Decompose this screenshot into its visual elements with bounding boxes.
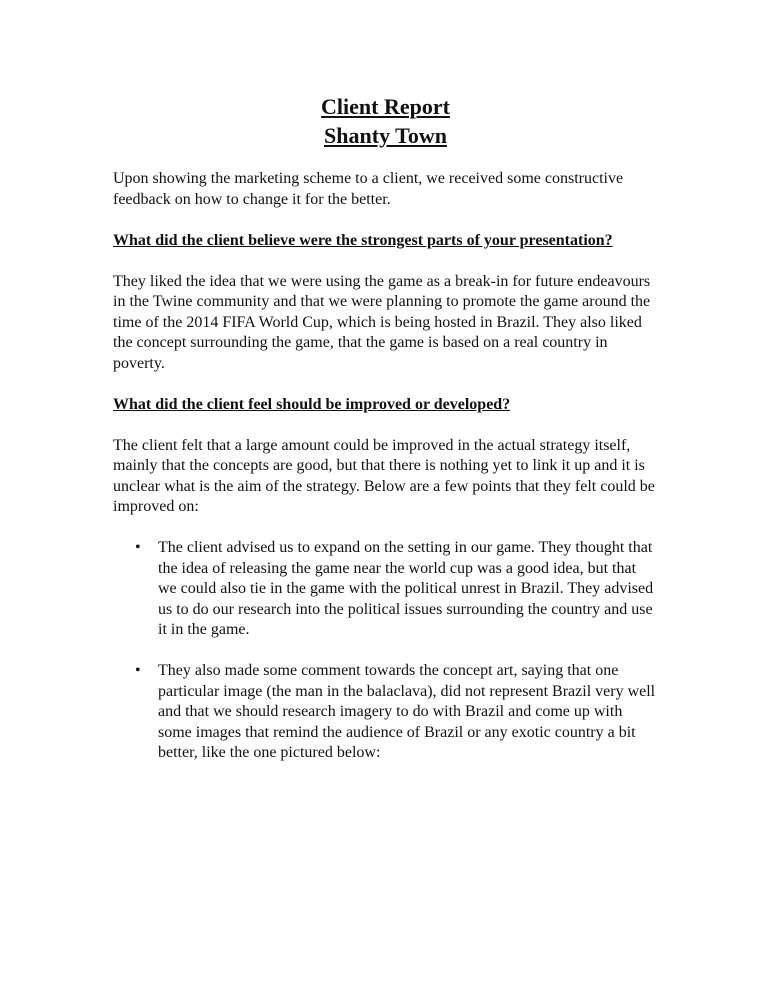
- list-item: [113, 538, 658, 641]
- document-page: [113, 92, 658, 784]
- bullet-icon: •: [135, 539, 141, 556]
- list-item: [113, 661, 658, 764]
- question-strengths-heading: What did the client believe were the strongest parts of your presentation?: [113, 231, 613, 249]
- improvement-points-list: [113, 538, 658, 764]
- point-text: The client advised us to expand on the setting in our game. They thought that the idea of releasing the game near the world cup was a good idea, but that we could also tie in the game with the political unrest in Brazil. They advised us to do our research into the political issues surrounding the country and use it in the game.: [158, 539, 654, 638]
- question-improvements-heading: What did the client feel should be improved or developed?: [113, 395, 511, 413]
- point-text: They also made some comment towards the concept art, saying that one particular image (the man in the balaclava), did not represent Brazil very well and that we should research imagery to do with Brazil and come up with some images that remind the audience of Brazil or any exotic country a bit better, like the one pictured below:: [158, 662, 656, 761]
- title-line-report: Client Report: [321, 94, 450, 119]
- answer-improvements-paragraph: The client felt that a large amount could be improved in the actual strategy itself, mainly that the concepts are good, but that there is nothing yet to link it up and it is unclear what is the aim of the strategy. Below are a few points that they felt could be improved on:: [113, 436, 655, 515]
- intro-paragraph: Upon showing the marketing scheme to a client, we received some constructive feedback on how to change it for the better.: [113, 170, 624, 208]
- bullet-icon: •: [135, 662, 141, 679]
- document-title: [113, 92, 658, 150]
- title-line-project: Shanty Town: [324, 123, 447, 148]
- answer-strengths-paragraph: They liked the idea that we were using the game as a break-in for future endeavours in the Twine community and that we were planning to promote the game around the time of the 2014 FIFA World Cup, which is being hosted in Brazil. They also liked the concept surrounding the game, that the game is based on a real country in poverty.: [113, 272, 651, 372]
